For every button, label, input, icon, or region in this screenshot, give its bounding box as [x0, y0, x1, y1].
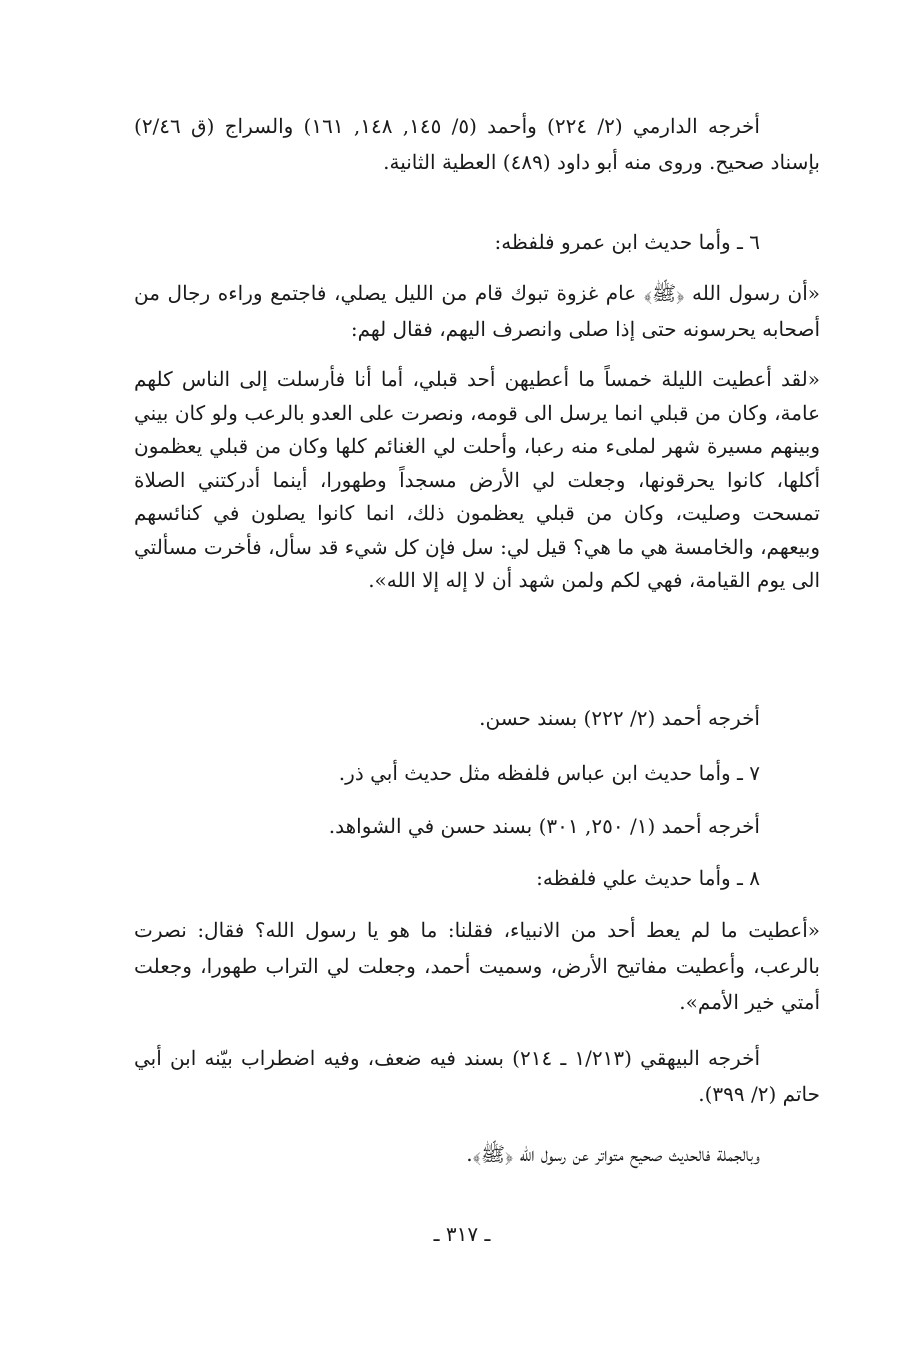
- paragraph-heading-ibn-amr: ٦ ـ وأما حديث ابن عمرو فلفظه:: [494, 230, 760, 254]
- paragraph-hadith-text: «لقد أعطيت الليلة خمساً ما أعطيهن أحد قبلي، أما أنا فأرسلت إلى الناس كلهم عامة، وكان من قبلي انما يرسل الى قومه، ونصرت على العدو بالرعب ولو كان بيني وبينهم مسيرة شهر لملىء منه رعبا، وأحلت لي الغنائم كلها وكان من قبلي يعظمون أكلها، كانوا يحرقونها، وجعلت لي الأرض مسجداً وطهورا، أينما أدركتني الصلاة تمسحت وصليت، وكان من قبلي يعظمون ذلك، انما كانوا يصلون في كنائسهم وبيعهم، والخامسة هي ما هي؟ قيل لي: سل فإن كل شيء قد سأل، فأخرت مسألتي الى يوم القيامة، فهي لكم ولمن شهد أن لا إله إلا الله».: [134, 367, 820, 592]
- paragraph-takhrij-ahmad-1: أخرجه أحمد (٢/ ٢٢٢) بسند حسن.: [479, 706, 760, 730]
- paragraph-takhrij-bayhaqi: أخرجه البيهقي (١/٢١٣ ـ ٢١٤) بسند فيه ضعف، وفيه اضطراب بيّنه ابن أبي حاتم (٢/ ٣٩٩).: [134, 1046, 820, 1106]
- page-number: ـ ٣١٧ ـ: [433, 1222, 491, 1246]
- paragraph-takhrij-darimi: أخرجه الدارمي (٢/ ٢٢٤) وأحمد (٥/ ١٤٥, ١٤٨, ١٦١) والسراج (ق ٢/٤٦) بإسناد صحيح. وروى منه أبو داود (٤٨٩) العطية الثانية.: [134, 114, 820, 174]
- paragraph-hadith-intro: «أن رسول الله ﴿ﷺ﴾ عام غزوة تبوك قام من الليل يصلي، فاجتمع وراءه رجال من أصحابه يحرسونه حتى إذا صلى وانصرف اليهم، فقال لهم:: [134, 281, 820, 341]
- paragraph-heading-ali: ٨ ـ وأما حديث علي فلفظه:: [536, 866, 760, 890]
- paragraph-conclusion: وبالجملة فالحديث صحيح متواتر عن رسول الله ﴿ﷺ﴾.: [466, 1142, 760, 1166]
- paragraph-takhrij-ahmad-2: أخرجه أحمد (١/ ٢٥٠, ٣٠١) بسند حسن في الشواهد.: [328, 814, 760, 838]
- paragraph-heading-ibn-abbas: ٧ ـ وأما حديث ابن عباس فلفظه مثل حديث أبي ذر.: [338, 761, 760, 785]
- paragraph-hadith-ali: «أعطيت ما لم يعط أحد من الانبياء، فقلنا: ما هو يا رسول الله؟ فقال: نصرت بالرعب، وأعطيت مفاتيح الأرض، وسميت أحمد، وجعلت لي التراب طهورا، وجعلت أمتي خير الأمم».: [134, 918, 820, 1014]
